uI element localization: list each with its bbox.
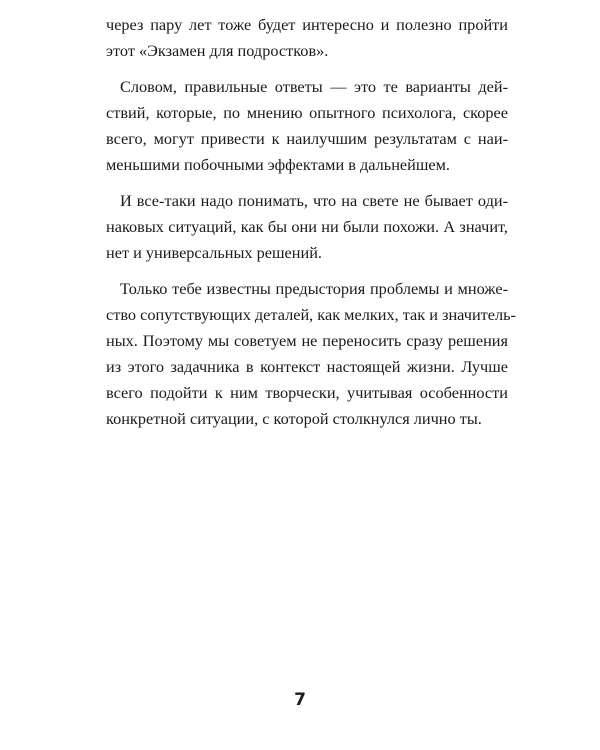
paragraph-2 [106, 74, 508, 178]
paragraph-3 [106, 188, 508, 266]
text-line: конкретной ситуации, с которой столкнулся лично ты. [106, 409, 482, 428]
text-line: меньшими побочными эффектами в дальнейшем. [106, 155, 450, 174]
text-line: всего, могут привести к наилучшим результатам с наи- [106, 129, 508, 148]
text-line: через пару лет тоже будет интересно и полезно пройти [106, 15, 508, 34]
text-line: из этого задачника в контекст настоящей жизни. Лучше [106, 357, 508, 376]
text-line: этот «Экзамен для подростков». [106, 41, 329, 60]
text-line: наковых ситуаций, как бы они ни были похожи. А значит, [106, 217, 508, 236]
text-line: Только тебе известны предыстория проблемы и множе- [120, 279, 508, 298]
text-line: Словом, правильные ответы — это те варианты дей- [120, 77, 508, 96]
body-text [106, 12, 516, 442]
text-line: всего подойти к ним творчески, учитывая особенности [106, 383, 508, 402]
page-number: 7 [294, 690, 306, 710]
text-line: И все-таки надо понимать, что на свете не бывает оди- [120, 191, 508, 210]
text-line: нет и универсальных решений. [106, 243, 322, 262]
text-line: ных. Поэтому мы советуем не переносить сразу решения [106, 331, 508, 350]
paragraph-1 [106, 12, 508, 64]
text-line: ство сопутствующих деталей, как мелких, так и значитель- [106, 305, 516, 324]
text-line: ствий, которые, по мнению опытного психолога, скорее [106, 103, 508, 122]
paragraph-4 [106, 276, 516, 432]
